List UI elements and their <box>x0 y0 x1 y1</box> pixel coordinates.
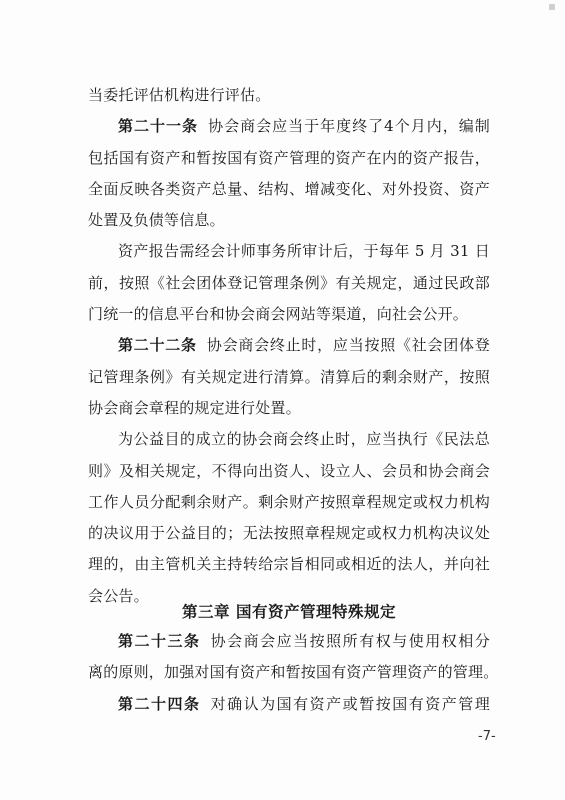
article-22-line <box>88 362 490 393</box>
audit-paragraph-line <box>88 299 490 330</box>
article-23-first-line <box>88 626 490 657</box>
text-line: 协会商会章程的规定进行处置。 <box>88 398 301 417</box>
paragraph-continuation <box>88 80 490 111</box>
page-number: -7- <box>478 729 496 744</box>
article-21-first-line <box>88 111 490 142</box>
text-line: 记管理条例》有关规定进行清算。清算后的剩余财产，按照 <box>88 367 490 386</box>
text-line: 工作人员分配剩余财产。剩余财产按照章程规定或权力机构 <box>88 492 490 511</box>
chapter-heading: 第三章 国有资产管理特殊规定 <box>182 602 396 621</box>
text-line: 为公益目的成立的协会商会终止时，应当执行《民法总 <box>118 430 490 449</box>
article-21-line <box>88 174 490 205</box>
text-line: 对确认为国有资产或暂按国有资产管理 <box>210 694 490 713</box>
audit-paragraph-line <box>88 268 490 299</box>
public-paragraph-line <box>88 549 490 580</box>
scan-mark <box>549 4 555 10</box>
text-line: 则》及相关规定，不得向出资人、设立人、会员和协会商会 <box>88 461 490 480</box>
public-paragraph-line <box>88 456 490 487</box>
audit-paragraph-line <box>88 236 490 267</box>
article-24-number: 第二十四条 <box>118 694 201 713</box>
text-line: 会公告。 <box>88 586 149 605</box>
text-line: 协会商会应当于年度终了4个月内，编制 <box>208 117 490 136</box>
text-line: 理的，由主管机关主持转给宗旨相同或相近的法人，并向社 <box>88 555 490 574</box>
article-21-line <box>88 205 490 236</box>
text-line: 的决议用于公益目的；无法按照章程规定或权力机构决议处 <box>88 524 490 543</box>
text-line: 资产报告需经会计师事务所审计后，于每年 5 月 31 日 <box>118 242 490 261</box>
text-line: 当委托评估机构进行评估。 <box>88 86 271 104</box>
text-line: 离的原则，加强对国有资产和暂按国有资产管理资产的管理。 <box>88 663 499 682</box>
article-22-first-line <box>88 330 490 361</box>
public-paragraph-line <box>88 424 490 455</box>
public-paragraph-line <box>88 518 490 549</box>
public-paragraph-line <box>88 487 490 518</box>
article-22-line <box>88 393 490 424</box>
article-21-line <box>88 143 490 174</box>
article-23-number: 第二十三条 <box>118 632 201 650</box>
text-line: 门统一的信息平台和协会商会网站等渠道，向社会公开。 <box>88 305 469 324</box>
text-line: 前，按照《社会团体登记管理条例》有关规定，通过民政部 <box>88 273 490 292</box>
article-21-number: 第二十一条 <box>118 117 199 136</box>
text-line: 包括国有资产和暂按国有资产管理的资产在内的资产报告， <box>88 148 490 167</box>
text-line: 全面反映各类资产总量、结构、增减变化、对外投资、资产 <box>88 179 490 198</box>
article-22-number: 第二十二条 <box>118 336 197 355</box>
body-text-upper <box>88 80 490 612</box>
article-23-line <box>88 657 499 688</box>
body-text-lower <box>88 626 499 720</box>
text-line: 协会商会应当按照所有权与使用权相分 <box>210 632 490 650</box>
text-line: 协会商会终止时，应当按照《社会团体登 <box>206 336 490 355</box>
text-line: 处置及负债等信息。 <box>88 211 225 230</box>
article-24-first-line <box>88 689 490 720</box>
